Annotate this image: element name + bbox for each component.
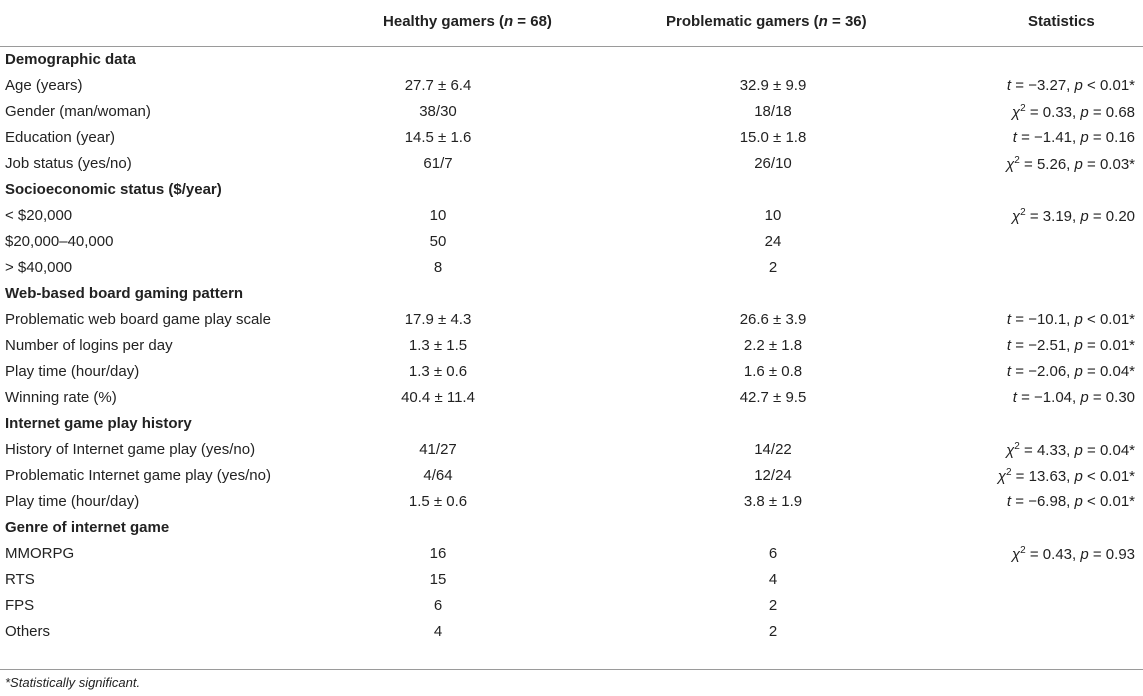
table-row: [0, 203, 1143, 229]
table-row: [0, 593, 1143, 619]
statistics-value: $\chi^2 = 3.19$, p = 0.20: [1011, 207, 1135, 225]
row-label: FPS: [5, 597, 35, 614]
table-row: [0, 567, 1143, 593]
row-label: $20,000–40,000: [5, 233, 114, 250]
healthy-value: 17.9 ± 4.3: [404, 311, 472, 328]
header-healthy-gamers: Healthy gamers (n = 68): [383, 13, 552, 30]
statistics-value: t = −1.41, p = 0.16: [1012, 129, 1135, 146]
problematic-value: 2: [768, 597, 778, 614]
section-header-row: [0, 411, 1143, 437]
table-header: [0, 0, 1143, 47]
problematic-value: 42.7 ± 9.5: [739, 389, 807, 406]
problematic-value: 2.2 ± 1.8: [743, 337, 803, 354]
section-title: Genre of internet game: [5, 519, 170, 536]
healthy-value: 6: [433, 597, 443, 614]
row-label: Age (years): [5, 77, 83, 94]
table-bottom-rule: [0, 669, 1143, 670]
statistics-value: t = −2.51, p = 0.01*: [1006, 337, 1135, 354]
statistics-value: t = −2.06, p = 0.04*: [1006, 363, 1135, 380]
problematic-value: 10: [764, 207, 782, 224]
row-label: Education (year): [5, 129, 116, 146]
row-label: Problematic web board game play scale: [5, 311, 271, 328]
problematic-value: 2: [768, 623, 778, 640]
problematic-value: 26/10: [754, 155, 792, 172]
problematic-value: 14/22: [754, 441, 792, 458]
healthy-value: 38/30: [419, 103, 457, 120]
table-row: [0, 541, 1143, 567]
statistics-value: $\chi^2 = 13.63$, p < 0.01*: [997, 467, 1135, 485]
row-label: History of Internet game play (yes/no): [5, 441, 256, 458]
section-title: Demographic data: [5, 51, 136, 68]
table-row: [0, 619, 1143, 645]
row-label: Gender (man/woman): [5, 103, 151, 120]
healthy-value: 8: [433, 259, 443, 276]
section-header-row: [0, 281, 1143, 307]
header-statistics: Statistics: [1028, 13, 1095, 30]
table-row: [0, 229, 1143, 255]
header-problematic-gamers: Problematic gamers (n = 36): [666, 13, 867, 30]
row-label: RTS: [5, 571, 35, 588]
table-row: [0, 489, 1143, 515]
row-label: < $20,000: [5, 207, 73, 224]
healthy-value: 4/64: [423, 467, 453, 484]
table-row: [0, 255, 1143, 281]
row-label: Job status (yes/no): [5, 155, 132, 172]
healthy-value: 1.3 ± 1.5: [408, 337, 468, 354]
row-label: > $40,000: [5, 259, 73, 276]
healthy-value: 1.3 ± 0.6: [408, 363, 468, 380]
healthy-value: 10: [429, 207, 447, 224]
healthy-value: 16: [429, 545, 447, 562]
problematic-value: 26.6 ± 3.9: [739, 311, 807, 328]
healthy-value: 27.7 ± 6.4: [404, 77, 472, 94]
healthy-value: 1.5 ± 0.6: [408, 493, 468, 510]
healthy-value: 4: [433, 623, 443, 640]
statistics-value: $\chi^2 = 0.33$, p = 0.68: [1011, 103, 1135, 121]
statistics-value: $\chi^2 = 5.26$, p = 0.03*: [1006, 155, 1135, 173]
problematic-value: 15.0 ± 1.8: [739, 129, 807, 146]
statistics-value: t = −1.04, p = 0.30: [1012, 389, 1135, 406]
section-title: Web-based board gaming pattern: [5, 285, 244, 302]
section-header-row: [0, 47, 1143, 73]
table-row: [0, 463, 1143, 489]
problematic-value: 2: [768, 259, 778, 276]
statistics-value: t = −10.1, p < 0.01*: [1006, 311, 1135, 328]
footnote: *Statistically significant.: [5, 675, 141, 690]
table-row: [0, 437, 1143, 463]
statistics-value: $\chi^2 = 4.33$, p = 0.04*: [1006, 441, 1135, 459]
healthy-value: 14.5 ± 1.6: [404, 129, 472, 146]
table-row: [0, 385, 1143, 411]
row-label: Winning rate (%): [5, 389, 117, 406]
section-header-row: [0, 515, 1143, 541]
problematic-value: 18/18: [754, 103, 792, 120]
table-row: [0, 73, 1143, 99]
section-title: Internet game play history: [5, 415, 192, 432]
problematic-value: 24: [764, 233, 782, 250]
table-body: [0, 47, 1143, 645]
table-row: [0, 151, 1143, 177]
problematic-value: 32.9 ± 9.9: [739, 77, 807, 94]
table-row: [0, 359, 1143, 385]
section-header-row: [0, 177, 1143, 203]
healthy-value: 40.4 ± 11.4: [401, 389, 475, 406]
table-row: [0, 125, 1143, 151]
statistics-value: $\chi^2 = 0.43$, p = 0.93: [1011, 545, 1135, 563]
problematic-value: 6: [768, 545, 778, 562]
healthy-value: 15: [429, 571, 447, 588]
statistics-value: t = −3.27, p < 0.01*: [1006, 77, 1135, 94]
section-title: Socioeconomic status ($/year): [5, 181, 222, 198]
healthy-value: 61/7: [423, 155, 453, 172]
table-row: [0, 333, 1143, 359]
problematic-value: 3.8 ± 1.9: [743, 493, 803, 510]
table-row: [0, 99, 1143, 125]
problematic-value: 12/24: [754, 467, 792, 484]
row-label: MMORPG: [5, 545, 75, 562]
statistics-value: t = −6.98, p < 0.01*: [1006, 493, 1135, 510]
healthy-value: 41/27: [419, 441, 457, 458]
problematic-value: 4: [768, 571, 778, 588]
row-label: Play time (hour/day): [5, 363, 140, 380]
row-label: Play time (hour/day): [5, 493, 140, 510]
table-row: [0, 307, 1143, 333]
row-label: Problematic Internet game play (yes/no): [5, 467, 271, 484]
row-label: Others: [5, 623, 51, 640]
healthy-value: 50: [429, 233, 447, 250]
row-label: Number of logins per day: [5, 337, 173, 354]
problematic-value: 1.6 ± 0.8: [743, 363, 803, 380]
